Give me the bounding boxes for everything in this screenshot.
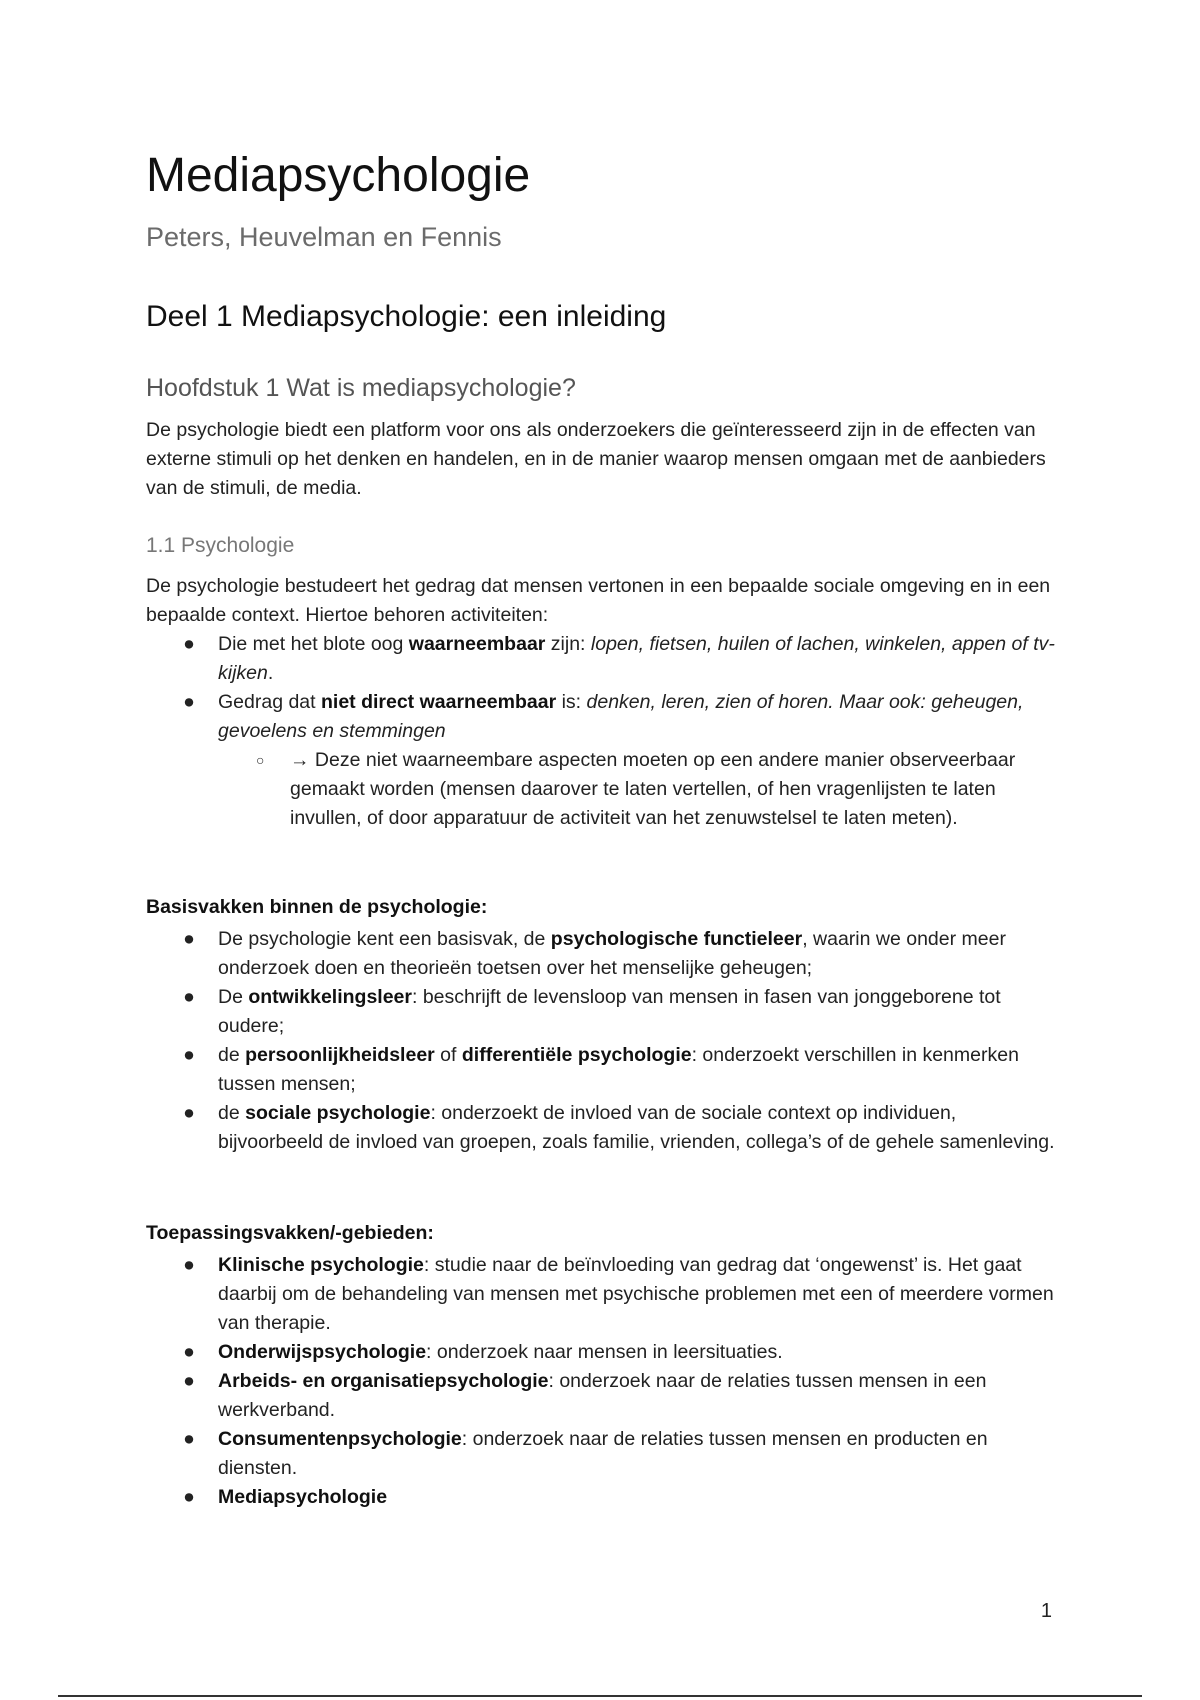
page-divider	[58, 1695, 1142, 1697]
section-heading: 1.1 Psychologie	[146, 534, 295, 557]
bullet-icon: ●	[183, 1254, 195, 1276]
toepassing-list	[146, 1251, 1066, 1512]
bullet-icon: ●	[183, 928, 195, 950]
document-title: Mediapsychologie	[146, 149, 531, 202]
bullet-icon: ●	[183, 1370, 195, 1392]
toepassing-heading: Toepassingsvakken/-gebieden:	[146, 1222, 434, 1244]
bullet-icon: ●	[183, 1102, 195, 1124]
sub-list-item: ○ → Deze niet waarneembare aspecten moeten op een andere manier observeerbaar gemaakt worden (mensen daarover te laten vertellen, of hen vragenlijsten te laten invullen, of door apparatuur de activiteit van het zenuwstelsel te laten meten).	[218, 746, 1066, 833]
bullet-icon: ●	[183, 1044, 195, 1066]
list-item: ● Arbeids- en organisatiepsychologie: onderzoek naar de relaties tussen mensen in een werkverband.	[146, 1367, 1066, 1425]
bullet-icon: ●	[183, 1486, 195, 1508]
chapter-heading: Hoofdstuk 1 Wat is mediapsychologie?	[146, 374, 576, 402]
activities-list	[146, 630, 1066, 833]
bullet-icon: ●	[183, 691, 195, 713]
section-intro: De psychologie bestudeert het gedrag dat mensen vertonen in een bepaalde sociale omgeving en in een bepaalde context. Hiertoe behoren activiteiten:	[146, 575, 1051, 626]
list-item: ● Gedrag dat niet direct waarneembaar is: denken, leren, zien of horen. Maar ook: geheugen, gevoelens en stemmingen ○ → Deze niet waarneembare aspecten moeten op een andere manier observeerbaar gemaakt worden (mensen daarover te laten vertellen, of hen vragenlijsten te laten invullen, of door apparatuur de activiteit van het zenuwstelsel te laten meten).	[146, 688, 1066, 833]
basis-list	[146, 925, 1066, 1157]
chapter-intro: De psychologie biedt een platform voor ons als onderzoekers die geïnteresseerd zijn in de effecten van externe stimuli op het denken en handelen, en in de manier waarop mensen omgaan met de aanbieders van de stimuli, de media.	[146, 419, 1046, 499]
list-item: ● de sociale psychologie: onderzoekt de invloed van de sociale context op individuen, bijvoorbeeld de invloed van groepen, zoals familie, vrienden, collega’s of de gehele samenleving.	[146, 1099, 1066, 1157]
list-item: ● Klinische psychologie: studie naar de beïnvloeding van gedrag dat ‘ongewenst’ is. Het gaat daarbij om de behandeling van mensen met psychische problemen met een of meerdere vormen van therapie.	[146, 1251, 1066, 1338]
basis-heading: Basisvakken binnen de psychologie:	[146, 896, 488, 918]
list-item: ● De psychologie kent een basisvak, de psychologische functieleer, waarin we onder meer onderzoek doen en theorieën toetsen over het menselijke geheugen;	[146, 925, 1066, 983]
bullet-icon: ●	[183, 1341, 195, 1363]
list-item: ● Die met het blote oog waarneembaar zijn: lopen, fietsen, huilen of lachen, winkelen, appen of tv-kijken.	[146, 630, 1066, 688]
bullet-icon: ●	[183, 1428, 195, 1450]
list-item: ● Consumentenpsychologie: onderzoek naar de relaties tussen mensen en producten en diensten.	[146, 1425, 1066, 1483]
bullet-icon: ●	[183, 986, 195, 1008]
list-item: ● Onderwijspsychologie: onderzoek naar mensen in leersituaties.	[146, 1338, 1066, 1367]
list-item: ● Mediapsychologie	[146, 1483, 1066, 1512]
part-heading: Deel 1 Mediapsychologie: een inleiding	[146, 300, 667, 333]
sub-list	[218, 746, 1066, 833]
page-number: 1	[1040, 1600, 1052, 1622]
document-subtitle: Peters, Heuvelman en Fennis	[146, 222, 502, 252]
list-item: ● de persoonlijkheidsleer of differentiële psychologie: onderzoekt verschillen in kenmerken tussen mensen;	[146, 1041, 1066, 1099]
bullet-icon: ●	[183, 633, 195, 655]
circle-bullet-icon: ○	[256, 752, 265, 768]
list-item: ● De ontwikkelingsleer: beschrijft de levensloop van mensen in fasen van jonggeborene tot oudere;	[146, 983, 1066, 1041]
